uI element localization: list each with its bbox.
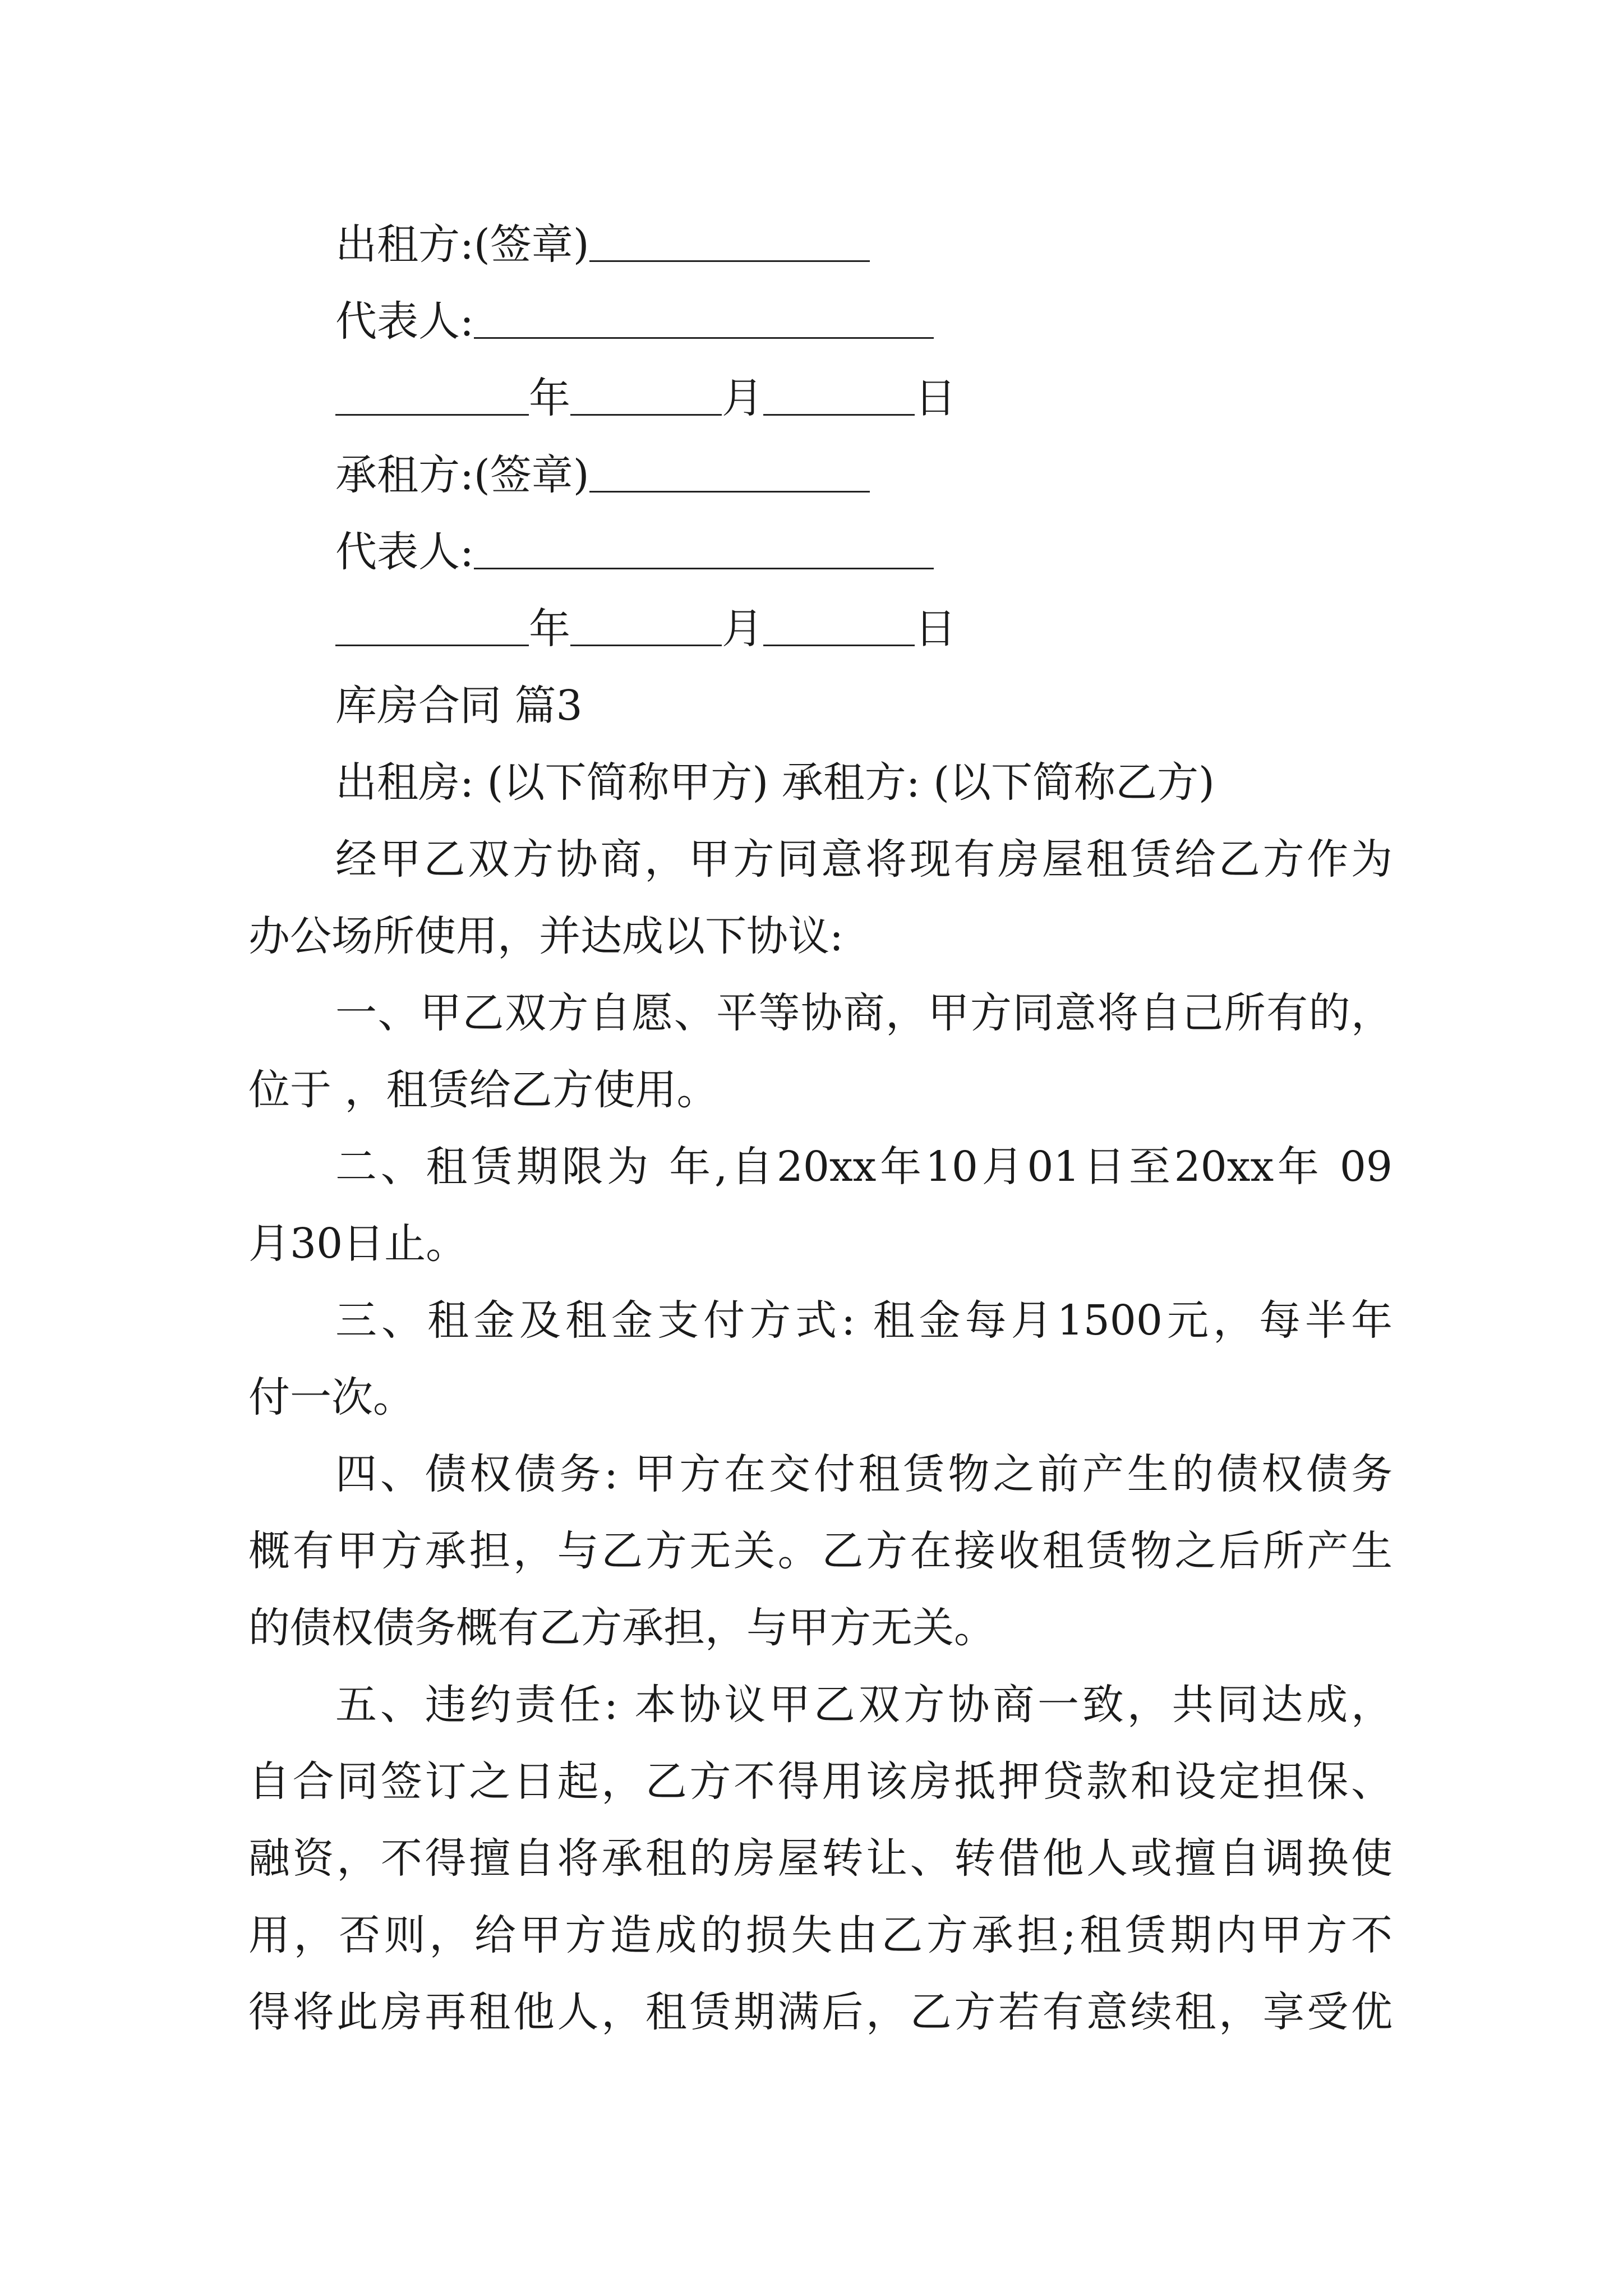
body-line: 办公场所使用，并达成以下协议:	[248, 912, 843, 960]
clause-4-line: 的债权债务概有乙方承担，与甲方无关。	[248, 1604, 995, 1652]
parties-line: 出租房: (以下简称甲方) 承租方: (以下简称乙方)	[335, 758, 1215, 807]
clause-2-line: 二、租赁期限为 年,自20xx年10月01日至20xx年 09	[335, 1143, 1393, 1191]
lessee-year-blank	[335, 611, 529, 646]
clause-4-line: 概有甲方承担，与乙方无关。乙方在接收租赁物之后所产生	[248, 1527, 1393, 1575]
lessor-signature-line	[335, 206, 1479, 283]
lessor-year-label: 年	[529, 374, 570, 422]
lessee-representative-label: 代表人:	[335, 528, 474, 576]
lessor-representative-line	[335, 283, 1479, 360]
clause-5-line: 五、违约责任: 本协议甲乙双方协商一致，共同达成，	[335, 1681, 1393, 1729]
lessor-month-blank	[570, 380, 722, 416]
lessor-day-label: 日	[915, 374, 956, 422]
clause-3-line: 付一次。	[248, 1373, 414, 1421]
lessor-signature-label: 出租方:(签章)	[335, 220, 589, 269]
lessee-signature-blank	[589, 457, 870, 493]
lessor-month-label: 月	[722, 374, 763, 422]
clause-2-line: 月30日止。	[248, 1220, 468, 1268]
clause-1-line: 位于 ，租赁给乙方使用。	[248, 1066, 718, 1114]
lessor-day-blank	[763, 380, 915, 416]
body-line: 经甲乙双方协商，甲方同意将现有房屋租赁给乙方作为	[335, 835, 1393, 884]
lessee-representative-line	[335, 514, 1479, 590]
clause-5-line: 用，否则，给甲方造成的损失由乙方承担;租赁期内甲方不	[248, 1911, 1393, 1959]
lessee-signature-line	[335, 437, 1479, 513]
lessee-date-line	[335, 591, 1479, 667]
clause-5-line: 融资，不得擅自将承租的房屋转让、转借他人或擅自调换使	[248, 1834, 1393, 1883]
clause-5-line: 自合同签订之日起，乙方不得用该房抵押贷款和设定担保、	[248, 1757, 1393, 1806]
lessee-day-blank	[763, 611, 915, 646]
lessor-date-line	[335, 360, 1479, 436]
clause-3-line: 三、租金及租金支付方式: 租金每月1500元，每半年	[335, 1296, 1393, 1345]
lessee-representative-blank	[474, 534, 934, 569]
lessor-representative-label: 代表人:	[335, 297, 474, 346]
lessor-year-blank	[335, 380, 529, 416]
lessee-month-blank	[570, 611, 722, 646]
clause-4-line: 四、债权债务: 甲方在交付租赁物之前产生的债权债务	[335, 1450, 1393, 1498]
clause-5-line: 得将此房再租他人，租赁期满后，乙方若有意续租，享受优	[248, 1988, 1393, 2036]
section-heading: 库房合同 篇3	[335, 682, 583, 730]
lessee-month-label: 月	[722, 605, 763, 653]
lessee-signature-label: 承租方:(签章)	[335, 451, 589, 499]
lessor-signature-blank	[589, 227, 870, 262]
clause-1-line: 一、甲乙双方自愿、平等协商，甲方同意将自己所有的，	[335, 989, 1393, 1037]
lessor-representative-blank	[474, 303, 934, 339]
lessee-day-label: 日	[915, 605, 956, 653]
lessee-year-label: 年	[529, 605, 570, 653]
